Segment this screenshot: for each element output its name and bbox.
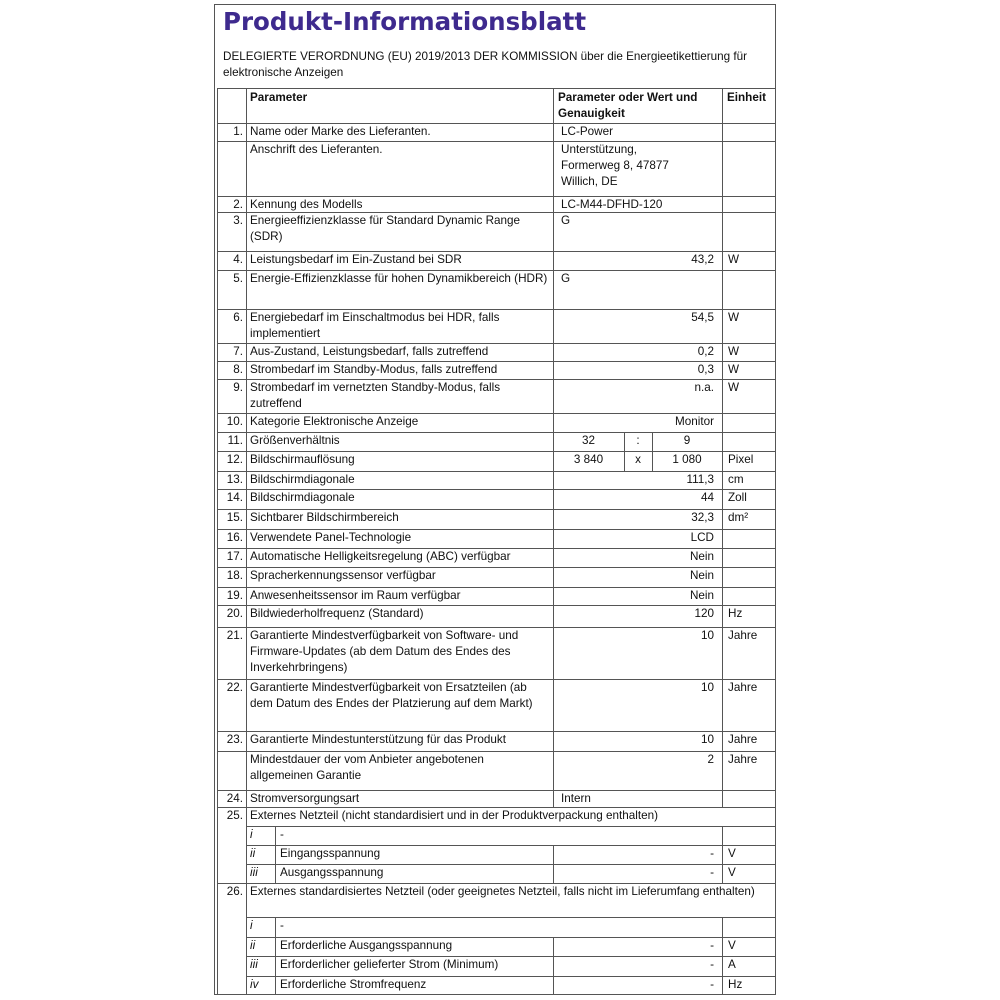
row-unit: W — [728, 381, 740, 394]
row-unit: Jahre — [728, 733, 758, 746]
table-rule — [652, 451, 653, 471]
row-label: Kategorie Elektronische Anzeige — [250, 415, 419, 428]
header-parameter: Parameter — [250, 91, 308, 104]
row-label: Garantierte Mindestunterstützung für das Produkt — [250, 733, 506, 746]
row-value: 0,3 — [697, 363, 714, 376]
row-number: 13. — [226, 473, 243, 486]
row-number: 22. — [226, 681, 243, 694]
table-rule — [624, 432, 625, 451]
row-value: Monitor — [675, 415, 714, 428]
sub-label: Erforderlicher gelieferter Strom (Minimum) — [280, 958, 499, 971]
row-value: 10 — [700, 629, 714, 642]
row-value: LC-M44-DFHD-120 — [561, 198, 663, 211]
row-value: 111,3 — [686, 473, 714, 486]
table-rule — [217, 88, 218, 994]
row-unit: dm² — [728, 511, 749, 524]
row-unit: Jahre — [728, 681, 758, 694]
header-unit: Einheit — [727, 91, 766, 104]
table-rule — [722, 88, 723, 807]
row-label: Kennung des Modells — [250, 198, 363, 211]
table-rule — [652, 432, 653, 451]
row-value: Nein — [689, 589, 714, 602]
row-label: Anwesenheitssensor im Raum verfügbar — [250, 589, 461, 602]
table-rule — [553, 88, 554, 807]
roman-numeral: i — [250, 919, 253, 932]
row-number: 26. — [226, 885, 243, 898]
row-number: 16. — [226, 531, 243, 544]
row-label: Bildschirmdiagonale — [250, 473, 355, 486]
row-value: Unterstützung, Formerweg 8, 47877 Willich, DE — [561, 143, 669, 188]
sub-unit: V — [728, 847, 736, 860]
table-rule — [275, 917, 276, 937]
regulation-subtitle: DELEGIERTE VERORDNUNG (EU) 2019/2013 DER KOMMISSION über die Energieetikettierung für elektronische Anzeigen — [223, 50, 747, 79]
row-number: 10. — [226, 415, 243, 428]
sub-value: - — [710, 938, 714, 952]
row-label: Bildschirmdiagonale — [250, 491, 355, 504]
row-value: 120 — [694, 607, 714, 620]
sub-value: - — [710, 958, 714, 971]
table-rule — [553, 956, 554, 976]
table-rule — [722, 917, 723, 937]
row-label: Bildwiederholfrequenz (Standard) — [250, 607, 424, 620]
table-rule — [722, 864, 723, 883]
row-value: G — [561, 214, 571, 227]
table-rule — [275, 864, 276, 883]
row-number: 25. — [226, 809, 243, 822]
row-label: Energiebedarf im Einschaltmodus bei HDR, falls implementiert — [250, 311, 500, 340]
row-number: 6. — [233, 311, 243, 324]
page-title: Produkt-Informationsblatt — [223, 7, 587, 36]
value-a: 3 840 — [573, 453, 604, 466]
row-number: 18. — [226, 569, 243, 582]
table-rule — [553, 845, 554, 864]
row-number: 17. — [226, 550, 243, 563]
sub-label: Erforderliche Stromfrequenz — [280, 977, 427, 991]
row-label: Sichtbarer Bildschirmbereich — [250, 511, 399, 524]
row-value: 54,5 — [691, 311, 714, 324]
row-label: Energieeffizienzklasse für Standard Dynamic Range (SDR) — [250, 214, 521, 243]
sub-unit: V — [728, 938, 736, 952]
sub-label: - — [280, 919, 284, 932]
row-number: 5. — [233, 272, 243, 285]
roman-numeral: iv — [250, 977, 259, 991]
row-unit: W — [728, 345, 740, 358]
roman-numeral: iii — [250, 866, 258, 879]
value-a: 32 — [581, 434, 595, 447]
table-rule — [553, 976, 554, 996]
row-label: Größenverhältnis — [250, 434, 340, 447]
row-number: 12. — [226, 453, 243, 466]
row-label: Leistungsbedarf im Ein-Zustand bei SDR — [250, 253, 462, 266]
sub-unit: Hz — [728, 977, 743, 991]
row-value: LC-Power — [561, 125, 613, 138]
row-unit: cm — [728, 473, 744, 486]
row-number: 2. — [233, 198, 243, 211]
table-rule — [275, 845, 276, 864]
row-value: Intern — [561, 792, 591, 805]
sub-value: - — [710, 977, 714, 991]
row-value: 10 — [700, 681, 714, 694]
row-label: Spracherkennungssensor verfügbar — [250, 569, 436, 582]
row-label: Bildschirmauflösung — [250, 453, 355, 466]
section-label: Externes Netzteil (nicht standardisiert und in der Produktverpackung enthalten) — [250, 809, 658, 822]
row-number: 20. — [226, 607, 243, 620]
table-rule — [722, 956, 723, 976]
row-value: 10 — [700, 733, 714, 746]
roman-numeral: i — [250, 828, 253, 841]
row-label: Garantierte Mindestverfügbarkeit von Software- und Firmware-Updates (ab dem Datum des Endes des Inverkehrbringens) — [250, 629, 519, 674]
row-label: Energie-Effizienzklasse für hohen Dynamikbereich (HDR) — [250, 272, 548, 285]
row-value: Nein — [689, 550, 714, 563]
product-info-sheet — [214, 4, 776, 995]
row-number: 3. — [233, 214, 243, 227]
row-number: 24. — [226, 792, 243, 805]
row-unit: Zoll — [728, 491, 747, 504]
value-separator: : — [636, 434, 640, 447]
table-rule — [275, 937, 276, 957]
sub-label: Ausgangsspannung — [280, 866, 384, 879]
row-unit: W — [728, 363, 740, 376]
row-number: 15. — [226, 511, 243, 524]
row-unit: W — [728, 311, 740, 324]
roman-numeral: iii — [250, 958, 258, 971]
roman-numeral: ii — [250, 847, 256, 860]
row-label: Mindestdauer der vom Anbieter angebotenen allgemeinen Garantie — [250, 753, 484, 782]
row-label: Anschrift des Lieferanten. — [250, 143, 383, 156]
row-number: 9. — [233, 381, 243, 394]
row-value: 0,2 — [697, 345, 714, 358]
section-label: Externes standardisiertes Netzteil (oder geeignetes Netzteil, falls nicht im Lieferumfang enthalten) — [250, 885, 755, 898]
row-unit: Jahre — [728, 753, 758, 766]
row-value: 43,2 — [691, 253, 714, 266]
sub-unit: A — [728, 958, 736, 971]
row-label: Aus-Zustand, Leistungsbedarf, falls zutreffend — [250, 345, 489, 358]
row-number: 14. — [226, 491, 243, 504]
sub-label: Eingangsspannung — [280, 847, 381, 860]
row-label: Verwendete Panel-Technologie — [250, 531, 412, 544]
table-rule — [553, 864, 554, 883]
table-rule — [275, 826, 276, 845]
row-unit: W — [728, 253, 740, 266]
row-value: 32,3 — [691, 511, 714, 524]
table-rule — [246, 88, 247, 994]
sub-label: - — [280, 828, 284, 841]
table-rule — [722, 845, 723, 864]
table-rule — [722, 826, 723, 845]
row-number: 1. — [233, 125, 243, 138]
row-number: 23. — [226, 733, 243, 746]
row-label: Garantierte Mindestverfügbarkeit von Ersatzteilen (ab dem Datum des Endes der Platzierung auf dem Markt) — [250, 681, 533, 710]
row-value: 2 — [707, 753, 714, 766]
row-label: Automatische Helligkeitsregelung (ABC) verfügbar — [250, 550, 511, 563]
sub-label: Erforderliche Ausgangsspannung — [280, 938, 453, 952]
row-unit: Pixel — [728, 453, 754, 466]
sub-unit: V — [728, 866, 736, 879]
row-value: Nein — [689, 569, 714, 582]
row-number: 4. — [233, 253, 243, 266]
row-number: 21. — [226, 629, 243, 642]
table-rule — [275, 976, 276, 996]
row-label: Name oder Marke des Lieferanten. — [250, 125, 431, 138]
row-value: LCD — [690, 531, 714, 544]
sub-value: - — [710, 866, 714, 879]
row-unit: Jahre — [728, 629, 758, 642]
row-number: 7. — [233, 345, 243, 358]
value-b: 9 — [683, 434, 691, 447]
row-value: 44 — [700, 491, 714, 504]
table-rule — [722, 976, 723, 996]
row-unit: Hz — [728, 607, 743, 620]
sub-value: - — [710, 847, 714, 860]
value-b: 1 080 — [672, 453, 702, 466]
value-separator: x — [635, 453, 641, 466]
table-rule — [275, 956, 276, 976]
table-rule — [217, 994, 775, 995]
row-label: Strombedarf im vernetzten Standby-Modus, falls zutreffend — [250, 381, 501, 410]
roman-numeral: ii — [250, 938, 256, 952]
row-number: 11. — [227, 434, 243, 447]
table-rule — [722, 937, 723, 957]
header-value: Parameter oder Wert und Genauigkeit — [558, 91, 698, 120]
row-label: Strombedarf im Standby-Modus, falls zutreffend — [250, 363, 498, 376]
row-value: n.a. — [694, 381, 714, 394]
table-rule — [624, 451, 625, 471]
table-rule — [217, 88, 775, 89]
row-number: 19. — [226, 589, 243, 602]
row-number: 8. — [233, 363, 243, 376]
row-label: Stromversorgungsart — [250, 792, 360, 805]
row-value: G — [561, 272, 571, 285]
table-rule — [553, 937, 554, 957]
